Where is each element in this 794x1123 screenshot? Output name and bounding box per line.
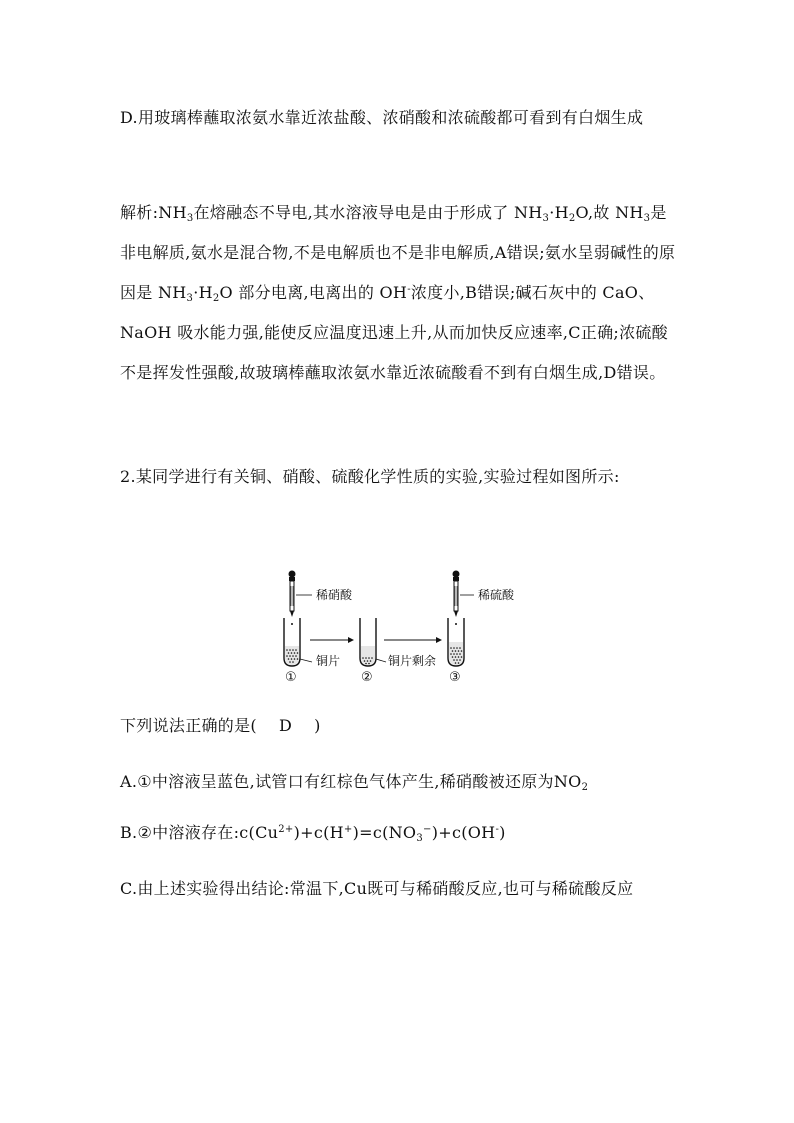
analysis-sub-3: 2 (568, 213, 576, 224)
analysis-text-8: 浓度小,B错误;碱石灰中的 CaO、NaOH 吸水能力强,能使反应温度迅速上升,从而加快反应速率,C正确;浓硫酸不是挥发性强酸,故玻璃棒蘸取浓氨水靠近浓硫酸看不到有白烟生成,D错误。 (120, 283, 668, 382)
label-copper: 铜片 (316, 654, 341, 668)
option-b-text-4: )+c(OH (431, 823, 496, 842)
leader-copper-left (376, 659, 386, 662)
analysis-sub-1: 3 (186, 213, 194, 224)
option-b-sub-1: 3 (416, 833, 424, 844)
option-b-text-1: B.②中溶液存在:c(Cu (120, 823, 279, 842)
arrow-2 (384, 637, 442, 643)
analysis-sup-1: - (407, 284, 411, 295)
experiment-figure (272, 568, 522, 686)
question-2-text: 2.某同学进行有关铜、硝酸、硫酸化学性质的实验,实验过程如图所示: (120, 467, 620, 486)
label-copper-left: 铜片剩余 (388, 654, 437, 668)
analysis-paragraph (120, 193, 680, 393)
leader-copper (300, 659, 312, 662)
question-2 (120, 457, 680, 497)
analysis-text-6: ·H (193, 283, 213, 302)
analysis-text-1: 解析:NH (120, 203, 187, 222)
option-a-text: A.①中溶液呈蓝色,试管口有红棕色气体产生,稀硝酸被还原为NO (120, 772, 582, 791)
option-a-sub: 2 (581, 782, 589, 793)
answer-letter: D (278, 716, 293, 735)
option-b (120, 813, 680, 853)
analysis-sub-6: 2 (212, 293, 220, 304)
test-tube-2 (360, 618, 376, 666)
option-b-sup-1: 2+ (278, 824, 294, 835)
analysis-text-7: O 部分电离,电离出的 OH (219, 283, 408, 302)
label-tube-3: ③ (449, 670, 461, 685)
option-b-sup-3: − (423, 824, 432, 835)
arrow-1 (310, 637, 354, 643)
option-b-text-2: )+c(H (293, 823, 344, 842)
option-b-text-3: )=c(NO (352, 823, 417, 842)
label-dilute-nitric: 稀硝酸 (316, 588, 353, 602)
option-a (120, 762, 680, 802)
option-c-text: C.由上述实验得出结论:常温下,Cu既可与稀硝酸反应,也可与稀硫酸反应 (120, 879, 634, 898)
option-d-text: D.用玻璃棒蘸取浓氨水靠近浓盐酸、浓硝酸和浓硫酸都可看到有白烟生成 (120, 108, 644, 127)
prompt-text: 下列说法正确的是( (120, 716, 257, 735)
analysis-sub-2: 3 (542, 213, 550, 224)
test-tube-1 (284, 618, 300, 666)
analysis-sub-5: 3 (186, 293, 194, 304)
prompt-close: ) (314, 716, 321, 735)
option-b-sup-4: - (495, 824, 500, 835)
label-tube-2: ② (361, 670, 373, 685)
analysis-text-3: ·H (549, 203, 569, 222)
label-tube-1: ① (285, 670, 297, 685)
question-prompt (120, 706, 680, 746)
analysis-text-2: 在熔融态不导电,其水溶液导电是由于形成了 NH (193, 203, 543, 222)
analysis-sub-4: 3 (643, 213, 651, 224)
analysis-text-5: 是非电解质,氨水是混合物,不是电解质也不是非电解质,A错误;氨水呈弱碱性的原因是 NH (120, 203, 676, 302)
option-b-sup-2: + (343, 824, 353, 835)
test-tube-3 (448, 618, 464, 666)
dropper-2 (453, 571, 460, 626)
option-d (120, 98, 680, 138)
label-dilute-sulfuric: 稀硫酸 (478, 588, 515, 602)
analysis-text-4: O,故 NH (575, 203, 644, 222)
option-b-text-5: ) (499, 823, 506, 842)
option-c (120, 869, 680, 909)
dropper-1 (289, 571, 296, 626)
